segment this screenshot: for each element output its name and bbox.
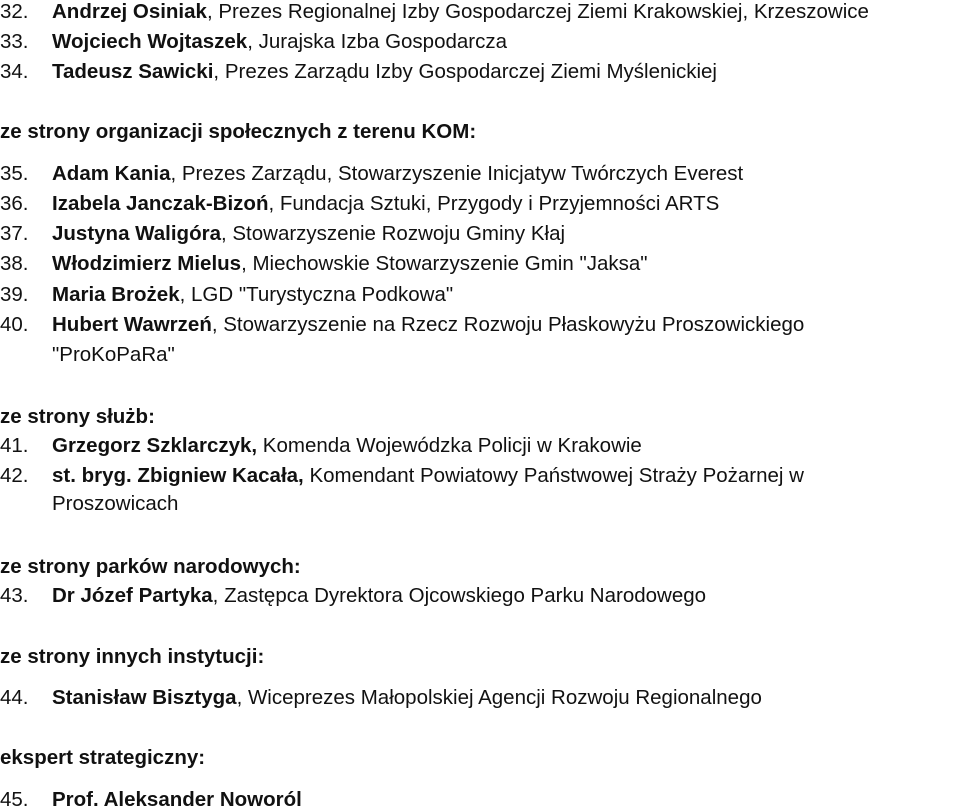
item-continuation: Proszowicach bbox=[52, 492, 179, 515]
item-text bbox=[52, 434, 960, 458]
item-text bbox=[52, 584, 960, 608]
item-number: 42. bbox=[0, 464, 29, 487]
person-name: Justyna Waligóra bbox=[52, 222, 221, 245]
item-number: 36. bbox=[0, 192, 29, 215]
item-text bbox=[52, 464, 960, 488]
person-name: Andrzej Osiniak bbox=[52, 0, 207, 23]
person-affiliation: , Miechowskie Stowarzyszenie Gmin "Jaksa" bbox=[241, 252, 648, 275]
person-name: st. bryg. Zbigniew Kacała, bbox=[52, 464, 304, 487]
person-affiliation: , Stowarzyszenie na Rzecz Rozwoju Płaskowyżu Proszowickiego bbox=[211, 313, 805, 336]
item-number: 45. bbox=[0, 788, 29, 811]
item-text bbox=[52, 222, 960, 246]
item-number: 41. bbox=[0, 434, 29, 457]
person-name: Dr Józef Partyka bbox=[52, 584, 213, 607]
item-text bbox=[52, 162, 960, 186]
item-number: 44. bbox=[0, 686, 29, 709]
person-name: Włodzimierz Mielus bbox=[52, 252, 242, 275]
item-text bbox=[52, 788, 960, 812]
item-continuation: "ProKoPaRa" bbox=[52, 343, 175, 366]
person-name: Stanisław Bisztyga bbox=[52, 686, 237, 709]
item-number: 35. bbox=[0, 162, 29, 185]
item-text bbox=[52, 192, 960, 216]
item-number: 33. bbox=[0, 30, 29, 53]
person-affiliation: , Prezes Zarządu, Stowarzyszenie Inicjatyw Twórczych Everest bbox=[170, 162, 744, 185]
section-heading-inne: ze strony innych instytucji: bbox=[0, 645, 265, 668]
section-heading-kom: ze strony organizacji społecznych z terenu KOM: bbox=[0, 120, 477, 143]
item-text bbox=[52, 283, 960, 307]
person-affiliation: , Fundacja Sztuki, Przygody i Przyjemności ARTS bbox=[268, 192, 720, 215]
person-name: Wojciech Wojtaszek bbox=[52, 30, 248, 53]
item-text bbox=[52, 313, 960, 337]
person-name: Prof. Aleksander Noworól bbox=[52, 788, 302, 811]
item-number: 39. bbox=[0, 283, 29, 306]
section-heading-parki: ze strony parków narodowych: bbox=[0, 555, 301, 578]
item-text bbox=[52, 60, 960, 84]
person-affiliation: Komenda Wojewódzka Policji w Krakowie bbox=[257, 434, 642, 457]
item-number: 37. bbox=[0, 222, 29, 245]
person-affiliation: , Wiceprezes Małopolskiej Agencji Rozwoju Regionalnego bbox=[236, 686, 762, 709]
person-name: Grzegorz Szklarczyk, bbox=[52, 434, 258, 457]
person-affiliation: Komendant Powiatowy Państwowej Straży Pożarnej w bbox=[303, 464, 804, 487]
person-name: Hubert Wawrzeń bbox=[52, 313, 212, 336]
person-name: Izabela Janczak-Bizoń bbox=[52, 192, 269, 215]
item-text bbox=[52, 686, 960, 710]
person-affiliation: , Prezes Regionalnej Izby Gospodarczej Ziemi Krakowskiej, Krzeszowice bbox=[206, 0, 869, 23]
item-number: 32. bbox=[0, 0, 29, 23]
person-name: Maria Brożek bbox=[52, 283, 180, 306]
item-text bbox=[52, 252, 960, 276]
person-name: Tadeusz Sawicki bbox=[52, 60, 214, 83]
person-affiliation: , Zastępca Dyrektora Ojcowskiego Parku Narodowego bbox=[212, 584, 707, 607]
item-text bbox=[52, 30, 960, 54]
item-number: 38. bbox=[0, 252, 29, 275]
section-heading-sluzb: ze strony służb: bbox=[0, 405, 155, 428]
person-affiliation: , LGD "Turystyczna Podkowa" bbox=[179, 283, 454, 306]
person-affiliation: , Stowarzyszenie Rozwoju Gminy Kłaj bbox=[220, 222, 566, 245]
section-heading-ekspert: ekspert strategiczny: bbox=[0, 746, 206, 769]
person-affiliation: , Jurajska Izba Gospodarcza bbox=[247, 30, 507, 53]
item-text bbox=[52, 0, 960, 24]
item-number: 40. bbox=[0, 313, 29, 336]
item-number: 34. bbox=[0, 60, 29, 83]
person-affiliation: , Prezes Zarządu Izby Gospodarczej Ziemi Myślenickiej bbox=[213, 60, 717, 83]
item-number: 43. bbox=[0, 584, 29, 607]
person-name: Adam Kania bbox=[52, 162, 171, 185]
